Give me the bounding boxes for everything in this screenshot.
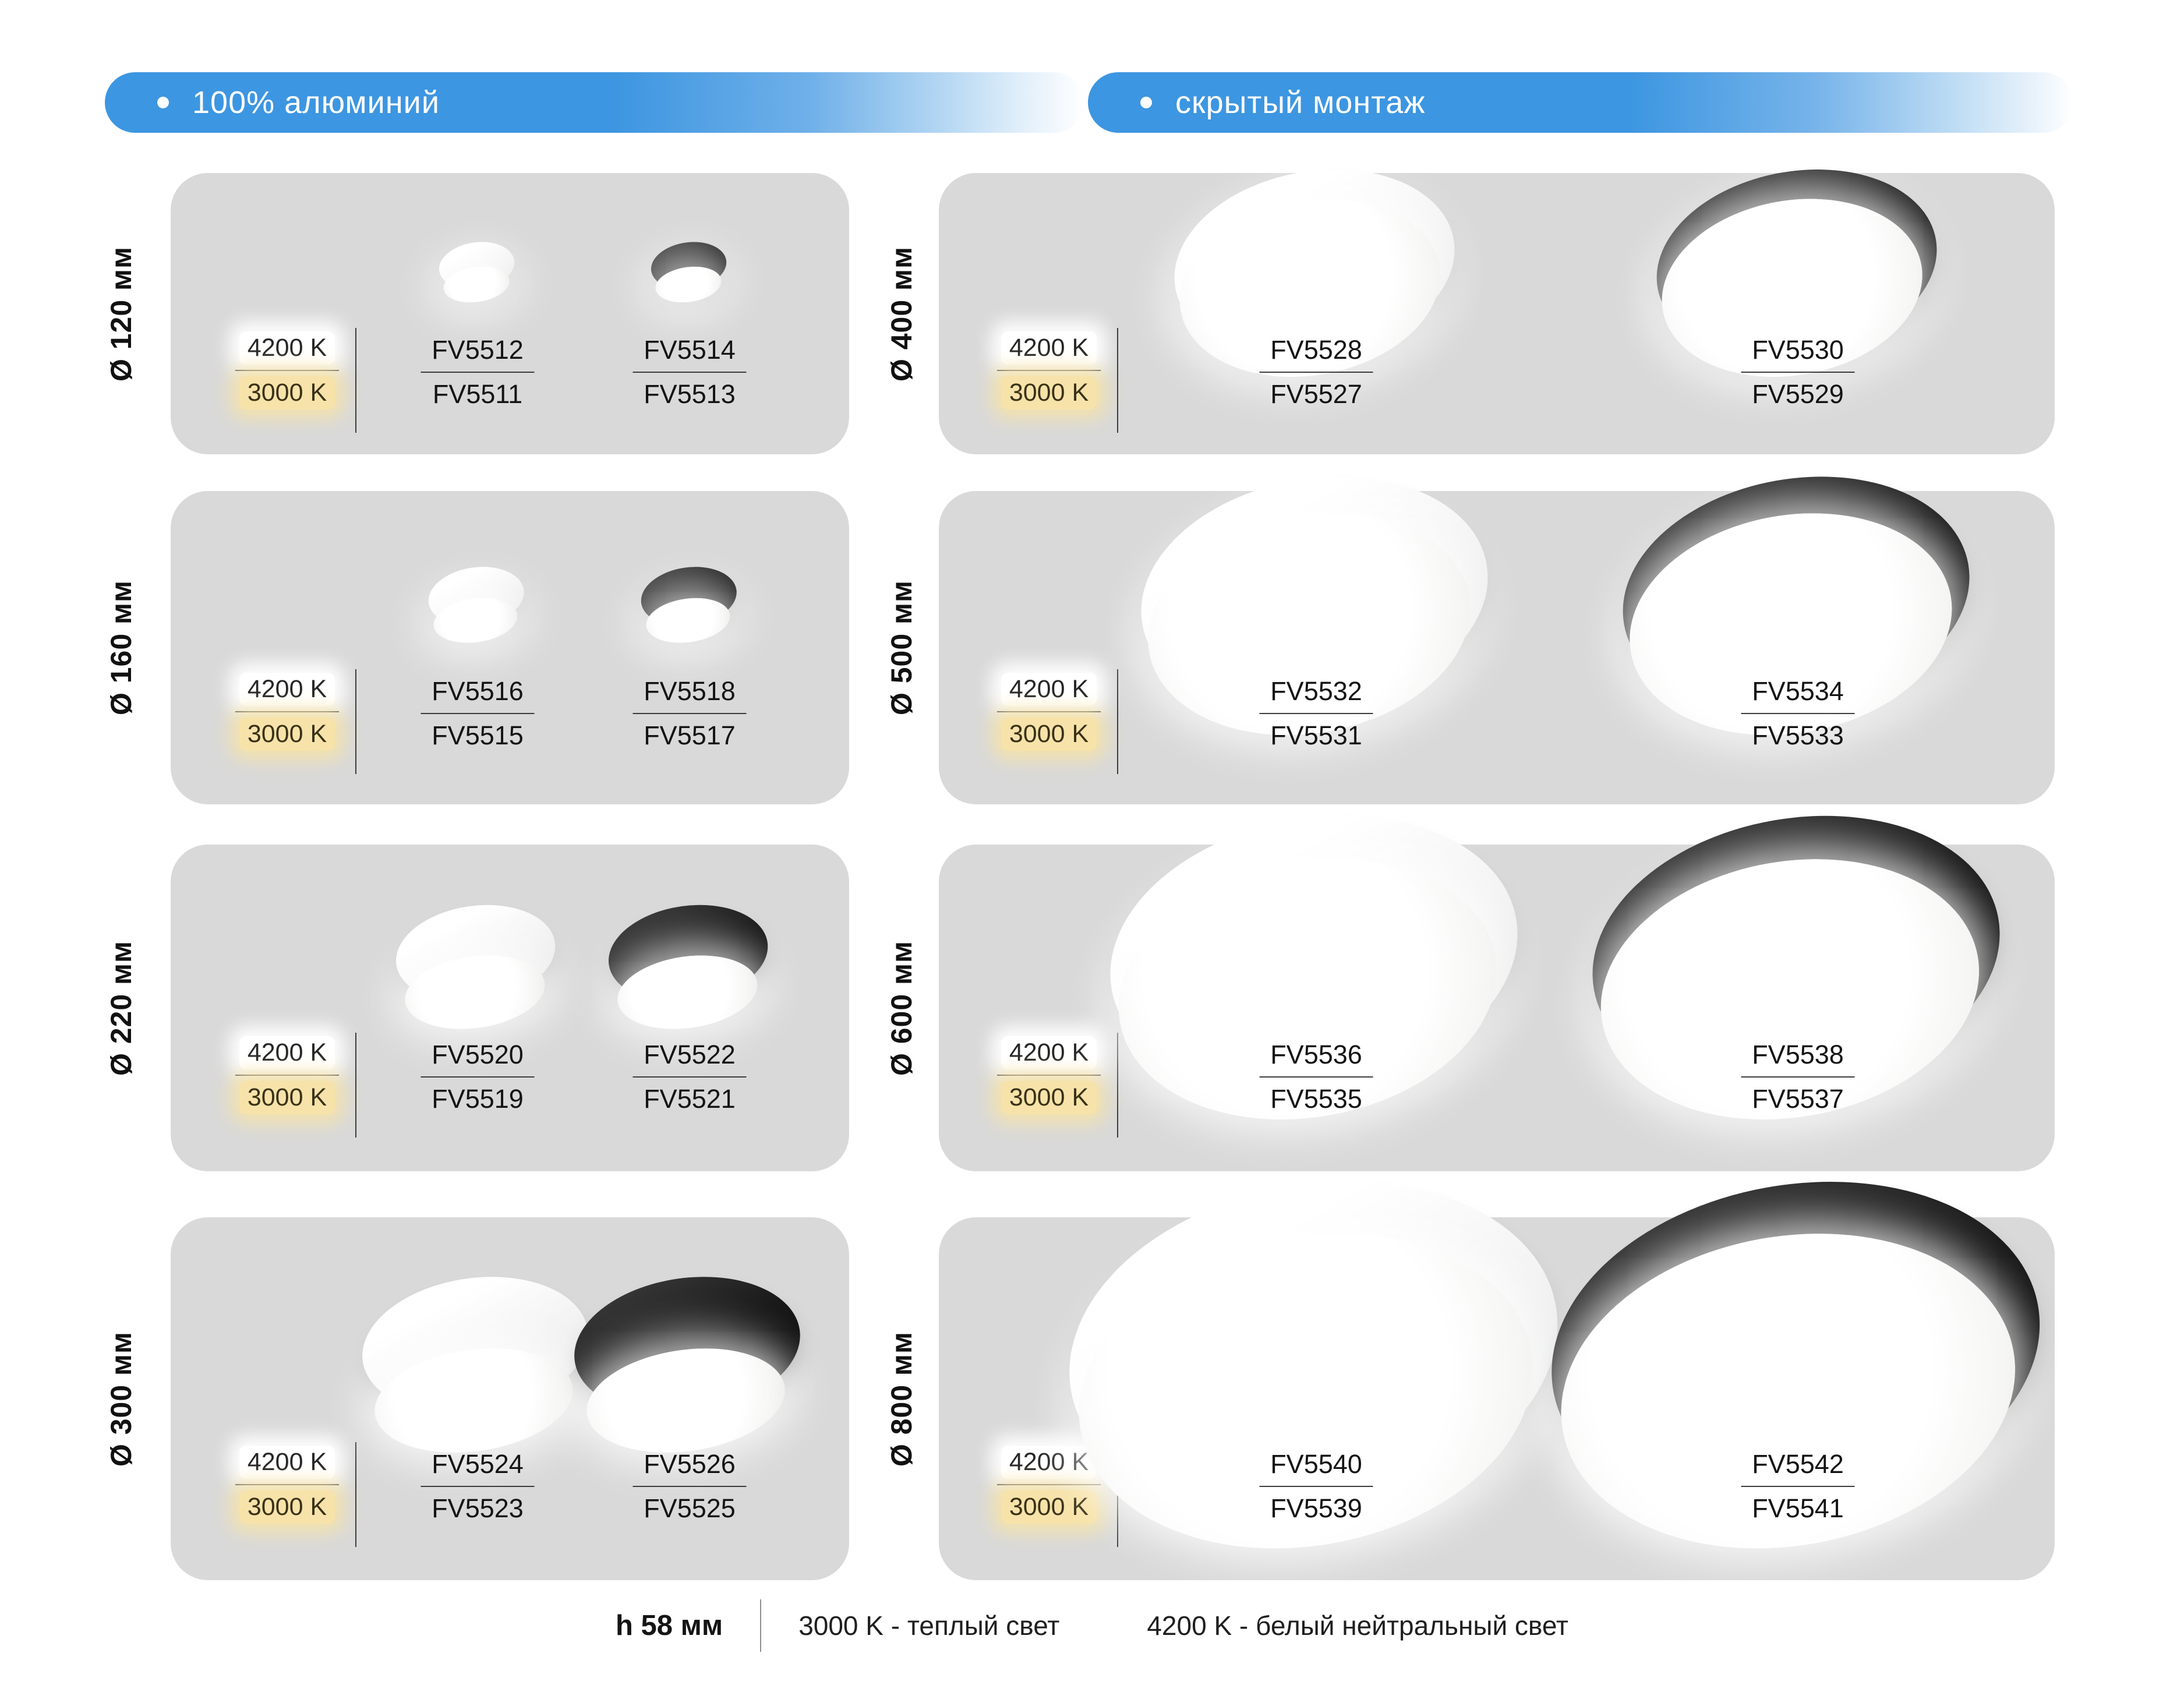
model-3000: FV5517	[644, 720, 736, 750]
model-pair-white	[1260, 331, 1373, 409]
temp-4200-badge: 4200 K	[1001, 1036, 1097, 1069]
model-divider-line	[633, 372, 747, 373]
model-pair-white	[1260, 673, 1373, 751]
temp-3000-badge: 3000 K	[239, 1490, 335, 1524]
temp-3000-badge: 3000 K	[239, 718, 335, 751]
temp-vertical-line	[355, 328, 357, 433]
model-pair-black	[1741, 1036, 1855, 1114]
temp-3000-badge: 3000 K	[239, 376, 335, 409]
model-4200: FV5512	[432, 335, 524, 365]
lamp-white-image-d220	[390, 895, 565, 1036]
temp-divider-line	[235, 711, 339, 712]
lamp-black-image-d160	[637, 561, 743, 647]
panel-d300	[171, 1217, 849, 1580]
temp-3000-badge: 3000 K	[1001, 1081, 1097, 1114]
footer-divider-line	[760, 1599, 761, 1652]
color-temp-legend	[997, 1036, 1101, 1114]
temp-divider-line	[997, 1075, 1101, 1076]
diameter-label-box-d220	[86, 845, 156, 1171]
color-temp-legend	[235, 331, 339, 409]
diameter-label: Ø 120 мм	[105, 246, 138, 382]
diameter-label-box-d400	[867, 173, 936, 454]
color-temp-legend	[235, 673, 339, 751]
temp-vertical-line	[1117, 328, 1119, 433]
model-3000: FV5521	[644, 1084, 736, 1114]
model-divider-line	[1741, 1076, 1855, 1078]
model-4200: FV5522	[644, 1040, 736, 1069]
panel-d120	[171, 173, 849, 454]
model-4200: FV5526	[644, 1449, 736, 1479]
diameter-label-box-d500	[867, 491, 936, 804]
model-4200: FV5516	[432, 676, 524, 706]
temp-4200-badge: 4200 K	[239, 1036, 335, 1069]
model-pair-white	[1260, 1446, 1373, 1524]
feature-banner-label: скрытый монтаж	[1175, 85, 1426, 120]
panel-d800	[939, 1217, 2055, 1580]
model-pair-white	[421, 1446, 535, 1524]
panel-d500	[939, 491, 2055, 804]
diameter-label-box-d800	[867, 1217, 936, 1580]
temp-divider-line	[997, 370, 1101, 371]
model-pair-black	[633, 673, 747, 751]
bullet-icon	[1140, 97, 1152, 108]
diameter-label: Ø 300 мм	[105, 1331, 138, 1467]
temp-divider-line	[235, 370, 339, 371]
temp-vertical-line	[1117, 1033, 1119, 1138]
model-divider-line	[421, 1076, 535, 1078]
temp-vertical-line	[1117, 669, 1119, 774]
color-temp-legend	[235, 1446, 339, 1524]
model-divider-line	[421, 372, 535, 373]
model-4200: FV5534	[1752, 676, 1844, 706]
diameter-label: Ø 400 мм	[885, 246, 918, 382]
diameter-label: Ø 500 мм	[885, 580, 918, 716]
feature-banner-aluminum	[105, 72, 1084, 133]
temp-3000-badge: 3000 K	[239, 1081, 335, 1114]
temp-4200-badge: 4200 K	[239, 1446, 335, 1479]
model-3000: FV5523	[432, 1493, 524, 1523]
diameter-label-box-d160	[86, 491, 156, 804]
model-pair-black	[633, 1036, 747, 1114]
model-4200: FV5530	[1752, 335, 1844, 365]
model-3000: FV5535	[1270, 1084, 1362, 1114]
model-divider-line	[1741, 372, 1855, 373]
model-4200: FV5518	[644, 676, 736, 706]
model-3000: FV5515	[432, 720, 524, 750]
temp-3000-badge: 3000 K	[1001, 718, 1097, 751]
model-3000: FV5527	[1270, 379, 1362, 409]
model-4200: FV5528	[1270, 335, 1362, 365]
feature-banner-flush-mount	[1088, 72, 2073, 133]
lamp-white-image-d300	[354, 1263, 602, 1461]
model-3000: FV5531	[1270, 720, 1362, 750]
model-divider-line	[1260, 713, 1373, 714]
temp-divider-line	[235, 1075, 339, 1076]
diameter-label-box-d600	[867, 845, 936, 1171]
model-pair-black	[1741, 1446, 1855, 1524]
panel-d600	[939, 845, 2055, 1171]
model-4200: FV5524	[432, 1449, 524, 1479]
model-3000: FV5529	[1752, 379, 1844, 409]
model-3000: FV5525	[644, 1493, 736, 1523]
model-3000: FV5519	[432, 1084, 524, 1114]
model-3000: FV5541	[1752, 1493, 1844, 1523]
model-4200: FV5536	[1270, 1040, 1362, 1069]
diameter-label: Ø 800 мм	[885, 1331, 918, 1467]
model-3000: FV5511	[432, 379, 523, 409]
temp-vertical-line	[355, 1442, 357, 1547]
model-pair-black	[633, 1446, 747, 1524]
lamp-black-image-d120	[648, 237, 731, 305]
temp-4200-badge: 4200 K	[1001, 1446, 1097, 1479]
diameter-label-box-d120	[86, 173, 156, 454]
temp-divider-line	[997, 1484, 1101, 1485]
model-divider-line	[633, 713, 747, 714]
model-pair-white	[421, 673, 535, 751]
diameter-label: Ø 220 мм	[105, 940, 138, 1076]
panel-d160	[171, 491, 849, 804]
diameter-label: Ø 600 мм	[885, 940, 918, 1076]
model-4200: FV5532	[1270, 676, 1362, 706]
model-3000: FV5537	[1752, 1084, 1844, 1114]
feature-banner-label: 100% алюминий	[192, 85, 440, 120]
temp-divider-line	[997, 711, 1101, 712]
lamp-black-image-d300	[566, 1263, 814, 1461]
color-temp-legend	[235, 1036, 339, 1114]
model-pair-black	[1741, 673, 1855, 751]
model-divider-line	[1260, 1076, 1373, 1078]
model-4200: FV5514	[644, 335, 736, 365]
model-pair-black	[1741, 331, 1855, 409]
model-pair-black	[633, 331, 747, 409]
model-divider-line	[1260, 1486, 1373, 1487]
lamp-white-image-d160	[425, 561, 530, 647]
diameter-label: Ø 160 мм	[105, 580, 138, 716]
model-4200: FV5540	[1270, 1449, 1362, 1479]
model-pair-white	[1260, 1036, 1373, 1114]
bullet-icon	[157, 97, 169, 108]
neutral-light-legend: 4200 K - белый нейтральный свет	[1147, 1610, 1568, 1641]
model-divider-line	[633, 1076, 747, 1078]
model-4200: FV5542	[1752, 1449, 1844, 1479]
lamp-black-image-d220	[602, 895, 778, 1036]
model-pair-white	[421, 1036, 535, 1114]
model-pair-white	[421, 331, 535, 409]
model-divider-line	[421, 713, 535, 714]
temp-4200-badge: 4200 K	[1001, 331, 1097, 365]
temp-vertical-line	[355, 669, 357, 774]
temp-vertical-line	[355, 1033, 357, 1138]
color-temp-legend	[997, 673, 1101, 751]
model-3000: FV5533	[1752, 720, 1844, 750]
diameter-label-box-d300	[86, 1217, 156, 1580]
temp-divider-line	[235, 1484, 339, 1485]
model-4200: FV5520	[432, 1040, 524, 1069]
model-divider-line	[1741, 713, 1855, 714]
model-3000: FV5513	[644, 379, 736, 409]
footer-legend	[0, 1594, 2184, 1658]
model-4200: FV5538	[1752, 1040, 1844, 1069]
color-temp-legend	[997, 331, 1101, 409]
temp-3000-badge: 3000 K	[1001, 376, 1097, 409]
fixture-height-label: h 58 мм	[616, 1610, 723, 1641]
temp-4200-badge: 4200 K	[239, 331, 335, 365]
temp-4200-badge: 4200 K	[1001, 673, 1097, 706]
model-divider-line	[1741, 1486, 1855, 1487]
model-divider-line	[421, 1486, 535, 1487]
temp-3000-badge: 3000 K	[1001, 1490, 1097, 1524]
model-divider-line	[1260, 372, 1373, 373]
panel-d220	[171, 845, 849, 1171]
model-divider-line	[633, 1486, 747, 1487]
panel-d400	[939, 173, 2055, 454]
temp-4200-badge: 4200 K	[239, 673, 335, 706]
warm-light-legend: 3000 K - теплый свет	[798, 1610, 1060, 1641]
lamp-white-image-d120	[436, 237, 520, 305]
model-3000: FV5539	[1270, 1493, 1362, 1523]
